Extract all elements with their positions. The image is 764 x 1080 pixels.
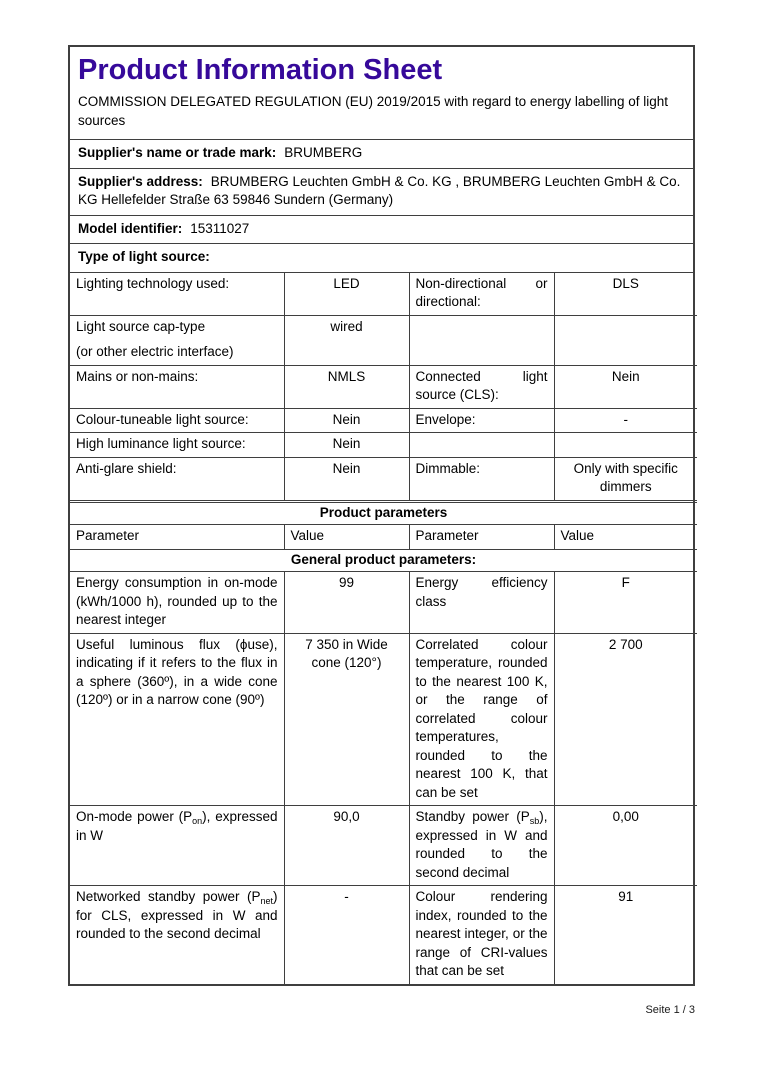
param-cell: Colour rendering index, rounded to the nearest integer, or the range of CRI-values that can be set (409, 886, 554, 984)
type-of-light-source-row (70, 244, 693, 273)
subscript: on (192, 816, 203, 826)
param-cell: Energy efficiency class (409, 572, 554, 634)
value-cell: 91 (554, 886, 697, 984)
table-row (70, 273, 697, 316)
value-cell: wired (284, 315, 409, 365)
title-block (70, 47, 693, 140)
param-cell (70, 886, 284, 984)
value-cell: 7 350 in Wide cone (120°) (284, 633, 409, 806)
supplier-name-value: BRUMBERG (284, 145, 363, 160)
value-cell: - (554, 408, 697, 433)
section-header-general-product-parameters (70, 549, 697, 572)
value-cell: 90,0 (284, 806, 409, 886)
param-cell: Non-directional or directional: (409, 273, 554, 316)
param-cell (409, 315, 554, 365)
table-row (70, 365, 697, 408)
value-cell: LED (284, 273, 409, 316)
supplier-name-label: Supplier's name or trade mark: (78, 145, 277, 160)
page-title: Product Information Sheet (78, 54, 443, 86)
value-cell: 0,00 (554, 806, 697, 886)
param-cell: Energy consumption in on-mode (kWh/1000 h), rounded up to the nearest integer (70, 572, 284, 634)
param-text: ), expressed in W (76, 809, 278, 843)
column-header-row (70, 525, 697, 550)
value-cell: 99 (284, 572, 409, 634)
param-text: Networked standby power (P (76, 889, 261, 904)
type-of-light-source-label: Type of light source: (78, 249, 210, 264)
regulation-subtitle: COMMISSION DELEGATED REGULATION (EU) 2019/2015 with regard to energy labelling of light sources (78, 94, 668, 128)
param-cell (409, 806, 554, 886)
value-cell: Only with specific dimmers (554, 457, 697, 501)
value-cell: - (284, 886, 409, 984)
table-row (70, 886, 697, 984)
table-row (70, 572, 697, 634)
param-cell: Useful luminous flux (ϕuse), indicating if it refers to the flux in a sphere (360º), in a wide cone (120º) or in a narrow cone (90º) (70, 633, 284, 806)
param-cell: Colour-tuneable light source: (70, 408, 284, 433)
param-cell: Lighting technology used: (70, 273, 284, 316)
value-cell: Nein (284, 408, 409, 433)
value-cell: Nein (284, 457, 409, 501)
subscript: net (260, 896, 273, 906)
page-number: Seite 1 / 3 (645, 1004, 695, 1016)
param-text: ) for CLS, expressed in W and rounded to the second decimal (76, 889, 278, 941)
supplier-address-value: BRUMBERG Leuchten GmbH & Co. KG , BRUMBERG Leuchten GmbH & Co. KG Hellefelder Straße 63 59846 Sundern (Germany) (78, 173, 681, 207)
value-cell (554, 315, 697, 365)
model-identifier-row (70, 216, 693, 245)
column-header: Parameter (409, 525, 554, 550)
value-cell (554, 433, 697, 458)
value-cell: Nein (554, 365, 697, 408)
model-identifier-value: 15311027 (190, 220, 250, 236)
supplier-address-row (70, 169, 693, 216)
param-cell (409, 433, 554, 458)
value-cell: DLS (554, 273, 697, 316)
column-header: Parameter (70, 525, 284, 550)
section-title: Product parameters (70, 501, 697, 525)
cap-type-line1: Light source cap-type (76, 318, 206, 334)
param-cell: Correlated colour temperature, rounded to the nearest 100 K, or the range of correlated colour temperatures, rounded to the nearest 100 K, that can be set (409, 633, 554, 806)
param-cell: Anti-glare shield: (70, 457, 284, 501)
table-row (70, 315, 697, 365)
value-cell: NMLS (284, 365, 409, 408)
column-header: Value (554, 525, 697, 550)
param-cell: Dimmable: (409, 457, 554, 501)
section-title: General product parameters: (70, 549, 697, 572)
param-cell: Envelope: (409, 408, 554, 433)
param-cell: Connected light source (CLS): (409, 365, 554, 408)
param-cell: Mains or non-mains: (70, 365, 284, 408)
param-text: ), expressed in W and rounded to the second decimal (415, 809, 548, 880)
product-information-sheet (68, 45, 695, 986)
column-header: Value (284, 525, 409, 550)
table-row (70, 408, 697, 433)
model-identifier-label: Model identifier: (78, 220, 183, 236)
table-row (70, 806, 697, 886)
value-cell: Nein (284, 433, 409, 458)
supplier-address-label: Supplier's address: (78, 173, 203, 189)
subscript: sb (529, 816, 540, 826)
value-cell: F (554, 572, 697, 634)
param-cell: High luminance light source: (70, 433, 284, 458)
parameters-table (70, 273, 697, 984)
param-cell (70, 806, 284, 886)
table-row (70, 433, 697, 458)
param-text: Standby power (P (415, 809, 530, 824)
cap-type-line2: (or other electric interface) (76, 344, 234, 359)
table-row (70, 457, 697, 501)
supplier-name-row (70, 140, 693, 169)
value-cell: 2 700 (554, 633, 697, 806)
table-row (70, 633, 697, 806)
param-cell (70, 315, 284, 365)
section-header-product-parameters (70, 501, 697, 525)
param-text: On-mode power (P (76, 809, 193, 824)
